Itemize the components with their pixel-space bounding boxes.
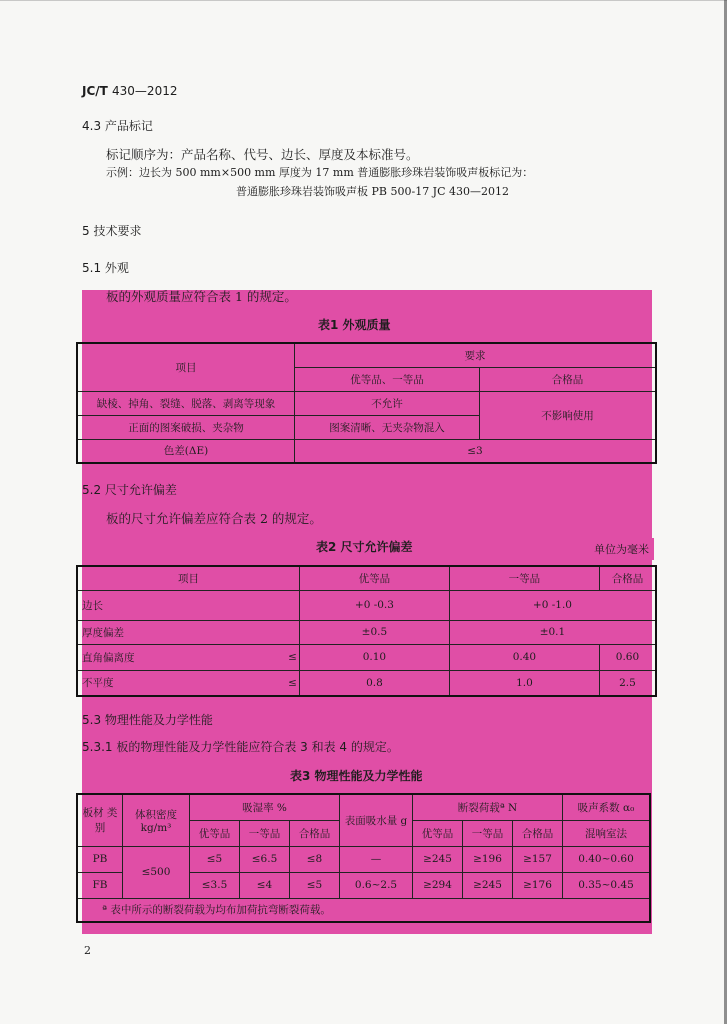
t3-r2-absorb: 0.6~2.5 — [340, 872, 413, 898]
t1-r3-item: 色差(ΔE) — [77, 439, 295, 463]
t2-thick-rest: ±0.1 — [449, 620, 656, 644]
t3-r2-m3: ≤5 — [290, 872, 340, 898]
t1-r2-good: 图案清晰、无夹杂物混入 — [295, 415, 480, 439]
t3-r2-type: FB — [77, 872, 123, 898]
section-5-2-title: 5.2 尺寸允许偏差 — [82, 483, 177, 497]
t2-flat-a: 0.8 — [299, 670, 449, 696]
t3-r1-m2: ≤6.5 — [240, 846, 290, 872]
t2-thick-label: 厚度偏差 — [77, 620, 299, 644]
t3-r1-b3: ≥157 — [513, 846, 563, 872]
s52-text: 板的尺寸允许偏差应符合表 2 的规定。 — [106, 511, 322, 526]
t2-edge-good: +0 -0.3 — [299, 590, 449, 620]
t1-r2-item: 正面的图案破损、夹杂物 — [77, 415, 295, 439]
t1-r1-item: 缺棱、掉角、裂缝、脱落、剥离等现象 — [77, 391, 295, 415]
page-edge-top — [0, 0, 727, 1]
t3-r2-b2: ≥245 — [463, 872, 513, 898]
t3-head-moist: 吸湿率 % — [190, 794, 340, 820]
header-code: JC/T — [82, 84, 108, 98]
t2-angle-a: 0.10 — [299, 644, 449, 670]
t2-angle-c: 0.60 — [599, 644, 656, 670]
t2-thick-good: ±0.5 — [299, 620, 449, 644]
t3-sub-m3: 合格品 — [290, 820, 340, 846]
t2-edge-label: 边长 — [77, 590, 299, 620]
t3-r1-b2: ≥196 — [463, 846, 513, 872]
s43-line3: 普通膨胀珍珠岩装饰吸声板 PB 500-17 JC 430—2012 — [236, 185, 509, 198]
t2-head-item: 项目 — [77, 566, 299, 590]
t3-sub-b1: 优等品 — [413, 820, 463, 846]
t1-head-req: 要求 — [295, 343, 657, 367]
table-2 — [76, 565, 657, 697]
t3-r1-m1: ≤5 — [190, 846, 240, 872]
t3-sub-b3: 合格品 — [513, 820, 563, 846]
section-5-1-title: 5.1 外观 — [82, 261, 129, 275]
section-5-3-title: 5.3 物理性能及力学性能 — [82, 713, 213, 727]
table1-caption: 表1 外观质量 — [318, 318, 391, 332]
t3-head-absorb: 表面吸水量 g — [340, 794, 413, 846]
table-1 — [76, 342, 657, 464]
t3-density: ≤500 — [123, 846, 190, 898]
t3-r1-type: PB — [77, 846, 123, 872]
t2-angle-label: 直角偏离度 — [77, 644, 259, 670]
t2-angle-sym: ≤ — [259, 644, 300, 670]
t2-flat-c: 2.5 — [599, 670, 656, 696]
table-3 — [76, 793, 651, 923]
table3-caption: 表3 物理性能及力学性能 — [290, 769, 423, 783]
t1-head-ok: 合格品 — [480, 367, 657, 391]
t3-head-type: 板材 类别 — [77, 794, 123, 846]
s51-text: 板的外观质量应符合表 1 的规定。 — [106, 289, 297, 304]
t3-r2-b1: ≥294 — [413, 872, 463, 898]
section-5-title: 5 技术要求 — [82, 224, 142, 238]
t3-r2-m1: ≤3.5 — [190, 872, 240, 898]
t2-flat-sym: ≤ — [259, 670, 300, 696]
section-5-3-1-title: 5.3.1 板的物理性能及力学性能应符合表 3 和表 4 的规定。 — [82, 740, 399, 754]
t3-r1-m3: ≤8 — [290, 846, 340, 872]
t3-r2-sound: 0.35~0.45 — [563, 872, 651, 898]
t1-head-item: 项目 — [77, 343, 295, 391]
t2-flat-label: 不平度 — [77, 670, 259, 696]
t1-ok-merged: 不影响使用 — [480, 391, 657, 439]
t3-r1-absorb: — — [340, 846, 413, 872]
t3-head-sound: 吸声系数 α₀ — [563, 794, 651, 820]
t3-r1-b1: ≥245 — [413, 846, 463, 872]
running-header — [82, 84, 177, 98]
t2-head-good: 优等品 — [299, 566, 449, 590]
t3-head-density: 体积密度 kg/m³ — [123, 794, 190, 846]
t2-head-first: 一等品 — [449, 566, 599, 590]
t3-r1-sound: 0.40~0.60 — [563, 846, 651, 872]
t3-sub-m2: 一等品 — [240, 820, 290, 846]
header-std: 430—2012 — [112, 84, 178, 98]
t2-head-ok: 合格品 — [599, 566, 656, 590]
s43-line1: 标记顺序为：产品名称、代号、边长、厚度及本标准号。 — [106, 147, 419, 162]
t2-angle-b: 0.40 — [449, 644, 599, 670]
t3-r2-b3: ≥176 — [513, 872, 563, 898]
s43-line2: 示例：边长为 500 mm×500 mm 厚度为 17 mm 普通膨胀珍珠岩装饰吸声板标记为： — [106, 166, 534, 179]
t1-r1-good: 不允许 — [295, 391, 480, 415]
t3-footnote: ª 表中所示的断裂荷载为均布加荷抗弯断裂荷载。 — [77, 898, 650, 922]
section-4-3-title: 4.3 产品标记 — [82, 119, 153, 133]
table2-unit: 单位为毫米 — [594, 543, 649, 556]
t3-sub-b2: 一等品 — [463, 820, 513, 846]
page-number: 2 — [84, 944, 91, 957]
t3-sub-m1: 优等品 — [190, 820, 240, 846]
t3-r2-m2: ≤4 — [240, 872, 290, 898]
table2-caption: 表2 尺寸允许偏差 — [316, 540, 413, 554]
t2-flat-b: 1.0 — [449, 670, 599, 696]
t1-head-good: 优等品、一等品 — [295, 367, 480, 391]
t1-r3-all: ≤3 — [295, 439, 657, 463]
t3-sub-sound: 混响室法 — [563, 820, 651, 846]
t2-edge-rest: +0 -1.0 — [449, 590, 656, 620]
t3-head-break: 断裂荷载ª N — [413, 794, 563, 820]
